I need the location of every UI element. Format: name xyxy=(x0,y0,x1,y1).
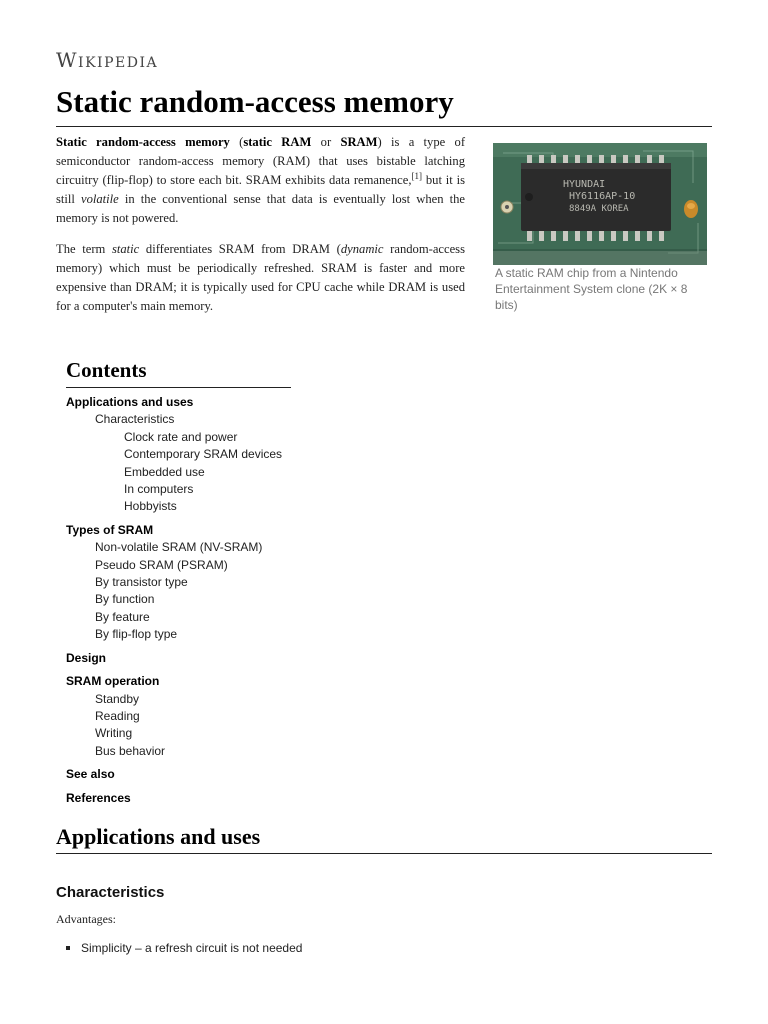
term-bold: SRAM xyxy=(340,135,378,149)
page-title: Static random-access memory xyxy=(56,84,454,119)
toc-title: Contents xyxy=(66,358,147,382)
figure-caption: A static RAM chip from a Nintendo Entertainment System clone (2K × 8 bits) xyxy=(495,266,688,312)
chip-marking-2: HY6116AP-10 xyxy=(569,191,636,202)
toc-list xyxy=(66,394,356,807)
toc-item-by-function[interactable]: By function xyxy=(95,592,155,607)
advantages-label: Advantages: xyxy=(56,912,116,926)
infobox-figure xyxy=(493,143,707,313)
wikipedia-wordmark[interactable]: Wikipedia xyxy=(56,48,159,72)
toc-item-references[interactable]: References xyxy=(66,790,131,805)
intro-text xyxy=(56,133,465,328)
toc-item-reading[interactable]: Reading xyxy=(95,708,140,723)
term-italic: dynamic xyxy=(340,242,384,256)
toc-item-types-of-sram[interactable]: Types of SRAM xyxy=(66,522,154,537)
term-italic: volatile xyxy=(81,192,119,206)
toc-item-by-transistor-type[interactable]: By transistor type xyxy=(95,575,188,590)
term-italic: static xyxy=(111,242,140,256)
bullet-icon xyxy=(66,946,70,950)
toc-item-in-computers[interactable]: In computers xyxy=(124,482,194,497)
toc-item-design[interactable]: Design xyxy=(66,650,107,665)
toc-divider xyxy=(66,387,291,388)
term-bold: Static random-access memory xyxy=(56,135,230,149)
table-of-contents xyxy=(66,358,356,807)
toc-item-standby[interactable]: Standby xyxy=(95,691,140,706)
toc-item-characteristics[interactable]: Characteristics xyxy=(95,412,175,427)
toc-item-psram[interactable]: Pseudo SRAM (PSRAM) xyxy=(95,557,228,572)
toc-item-see-also[interactable]: See also xyxy=(66,767,115,782)
intro-paragraph-2: The term static differentiates SRAM from DRAM (dynamic random-access memory) which must be periodically refreshed. SRAM is faster and more expensive than DRAM; it is typically used for CPU cache while DRAM is used for a computer's main memory. xyxy=(56,242,465,313)
toc-item-bus-behavior[interactable]: Bus behavior xyxy=(95,743,166,758)
section-heading: Applications and uses xyxy=(56,824,261,849)
toc-item-clock-rate-and-power[interactable]: Clock rate and power xyxy=(124,429,238,444)
chip-marking-3: 8849A KOREA xyxy=(569,204,629,214)
title-divider xyxy=(56,126,712,127)
chip-marking-1: HYUNDAI xyxy=(563,179,606,190)
toc-item-by-flip-flop-type[interactable]: By flip-flop type xyxy=(95,627,178,642)
list-item xyxy=(66,941,302,955)
toc-item-nv-sram[interactable]: Non-volatile SRAM (NV-SRAM) xyxy=(95,540,263,555)
section-divider xyxy=(56,853,712,854)
toc-item-by-feature[interactable]: By feature xyxy=(95,609,150,624)
list-item-text: Simplicity – a refresh circuit is not needed xyxy=(81,941,303,955)
subsection-heading: Characteristics xyxy=(56,884,165,901)
sram-chip-image[interactable] xyxy=(493,143,707,265)
toc-item-writing[interactable]: Writing xyxy=(95,726,133,741)
toc-item-embedded-use[interactable]: Embedded use xyxy=(124,464,205,479)
term-bold: static RAM xyxy=(243,135,312,149)
intro-paragraph-1: Static random-access memory (static RAM or SRAM) is a type of semiconductor random-access memory (RAM) that uses bistable latching circuitry (flip-flop) to store each bit. SRAM exhibits data remanence,[1] but it is still volatile in the conventional sense that data is eventually lost when the memory is not powered. xyxy=(56,135,466,225)
reference-link[interactable]: [1] xyxy=(411,170,423,181)
toc-item-applications-and-uses[interactable]: Applications and uses xyxy=(66,395,194,409)
toc-item-hobbyists[interactable]: Hobbyists xyxy=(124,499,177,514)
toc-item-contemporary-sram-devices[interactable]: Contemporary SRAM devices xyxy=(124,447,283,462)
toc-item-sram-operation[interactable]: SRAM operation xyxy=(66,674,160,689)
